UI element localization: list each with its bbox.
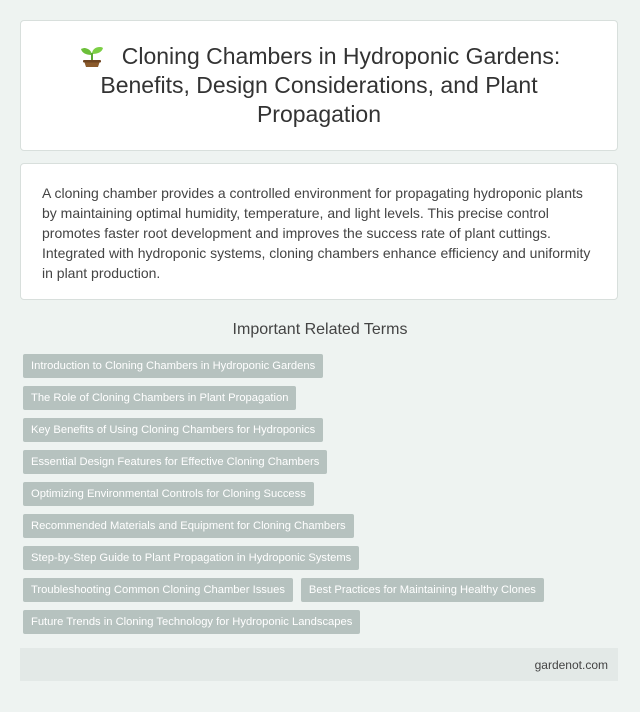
- related-term-tag[interactable]: Step-by-Step Guide to Plant Propagation in Hydroponic Systems: [23, 546, 359, 570]
- related-terms-heading: Important Related Terms: [232, 321, 408, 338]
- site-link[interactable]: gardenot.com: [534, 657, 608, 672]
- related-term-tag[interactable]: Key Benefits of Using Cloning Chambers for Hydroponics: [23, 418, 323, 442]
- related-term-tag[interactable]: Best Practices for Maintaining Healthy Clones: [301, 578, 544, 602]
- footer: [20, 648, 618, 681]
- page-title: [61, 42, 577, 129]
- intro-paragraph: A cloning chamber provides a controlled environment for propagating hydroponic plants by maintaining optimal humidity, temperature, and light levels. This precise control promotes faster root development and improves the success rate of plant cuttings. Integrated with hydroponic systems, cloning chambers enhance efficiency and uniformity in plant production.: [42, 185, 591, 281]
- related-term-tag[interactable]: Optimizing Environmental Controls for Cloning Success: [23, 482, 314, 506]
- related-term-tag[interactable]: Essential Design Features for Effective Cloning Chambers: [23, 450, 327, 474]
- related-terms-list: [23, 354, 603, 642]
- related-term-tag[interactable]: The Role of Cloning Chambers in Plant Propagation: [23, 386, 296, 410]
- page-title-text: Cloning Chambers in Hydroponic Gardens: Benefits, Design Considerations, and Plant Propagation: [100, 43, 561, 127]
- related-term-tag[interactable]: Recommended Materials and Equipment for Cloning Chambers: [23, 514, 354, 538]
- related-term-tag[interactable]: Future Trends in Cloning Technology for Hydroponic Landscapes: [23, 610, 360, 634]
- title-card: [20, 20, 618, 151]
- related-term-tag[interactable]: Introduction to Cloning Chambers in Hydroponic Gardens: [23, 354, 323, 378]
- seedling-icon: [78, 42, 106, 68]
- related-term-tag[interactable]: Troubleshooting Common Cloning Chamber Issues: [23, 578, 293, 602]
- intro-card: [20, 163, 618, 300]
